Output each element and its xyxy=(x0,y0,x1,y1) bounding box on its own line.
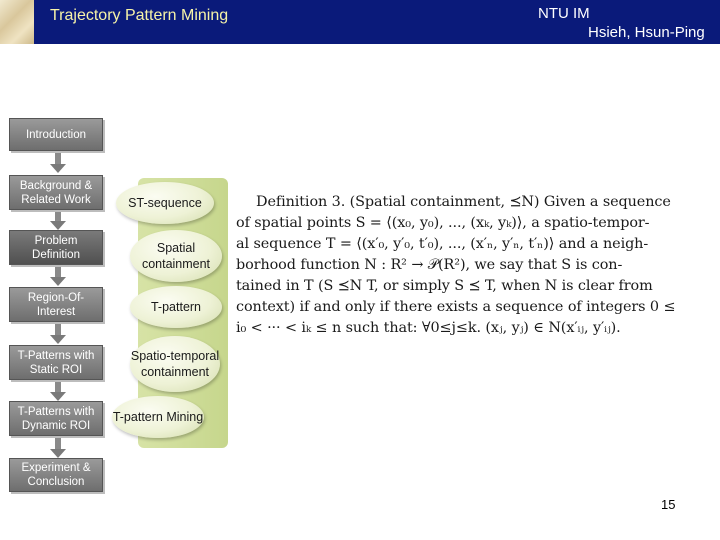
definition-line: borhood function N : R² → 𝒫(R²), we say that S is con- xyxy=(236,257,623,273)
definition-line: context) if and only if there exists a sequence of integers 0 ≤ xyxy=(236,299,676,315)
definition-line: tained in T (S ⪯N T, or simply S ⪯ T, when N is clear from xyxy=(236,278,653,294)
university-logo xyxy=(0,0,34,44)
nav-item-region-of-interest[interactable] xyxy=(9,287,103,322)
nav-connector xyxy=(55,380,61,392)
nav-item-static-roi[interactable] xyxy=(9,345,103,380)
header-bar xyxy=(0,0,720,44)
author-label: Hsieh, Hsun-Ping xyxy=(588,24,705,41)
nav-arrow-icon xyxy=(50,392,66,401)
definition-line: i₀ < ··· < iₖ ≤ n such that: ∀0≤j≤k. (xⱼ, yⱼ) ∈ N(x′ᵢⱼ, y′ᵢⱼ). xyxy=(236,320,621,336)
subtopic-label: ST-sequence xyxy=(128,196,202,210)
page-number: 15 xyxy=(661,497,676,512)
subtopic-spatial-containment[interactable] xyxy=(130,230,222,282)
nav-connector xyxy=(55,151,61,165)
nav-arrow-icon xyxy=(50,277,66,286)
nav-connector xyxy=(55,210,61,221)
nav-connector xyxy=(55,322,61,335)
subtopic-label: T-pattern xyxy=(150,300,202,314)
org-label: NTU IM xyxy=(538,5,590,22)
nav-connector xyxy=(55,436,61,449)
nav-item-background[interactable] xyxy=(9,175,103,210)
nav-item-dynamic-roi[interactable] xyxy=(9,401,103,436)
subtopic-label: Spatio-temporal containment xyxy=(130,349,220,379)
nav-item-introduction[interactable] xyxy=(9,118,103,151)
subtopic-t-pattern[interactable] xyxy=(130,286,222,328)
nav-connector xyxy=(55,265,61,277)
nav-item-label: Region-Of-Interest xyxy=(27,291,85,318)
nav-item-label: Problem Definition xyxy=(32,234,80,261)
nav-item-label: T-Patterns with Dynamic ROI xyxy=(17,405,95,432)
definition-line: of spatial points S = ⟨(x₀, y₀), ..., (xₖ, yₖ)⟩, a spatio-tempor- xyxy=(236,215,650,231)
nav-item-label: Experiment & Conclusion xyxy=(21,462,91,488)
nav-item-label: T-Patterns with Static ROI xyxy=(17,349,95,376)
definition-block xyxy=(236,192,720,344)
definition-line: al sequence T = ⟨(x′₀, y′₀, t′₀), ..., (x′ₙ, y′ₙ, t′ₙ)⟩ and a neigh- xyxy=(236,236,649,252)
nav-arrow-icon xyxy=(50,449,66,458)
nav-item-problem-definition[interactable] xyxy=(9,230,103,265)
nav-arrow-icon xyxy=(50,221,66,230)
subtopic-st-sequence[interactable] xyxy=(116,182,214,224)
nav-arrow-icon xyxy=(50,164,66,173)
subtopic-label: T-pattern Mining xyxy=(112,410,204,424)
subtopic-t-pattern-mining[interactable] xyxy=(112,396,204,438)
definition-line: Definition 3. (Spatial containment, ⪯N) Given a sequence xyxy=(256,194,671,210)
nav-arrow-icon xyxy=(50,335,66,344)
nav-item-label: Background & Related Work xyxy=(19,179,93,206)
slide-title: Trajectory Pattern Mining xyxy=(50,7,229,24)
subtopic-label: Spatial containment xyxy=(141,241,211,271)
nav-item-label: Introduction xyxy=(25,128,87,141)
subtopic-spatio-temporal-containment[interactable] xyxy=(130,336,220,392)
nav-item-experiment[interactable] xyxy=(9,458,103,492)
